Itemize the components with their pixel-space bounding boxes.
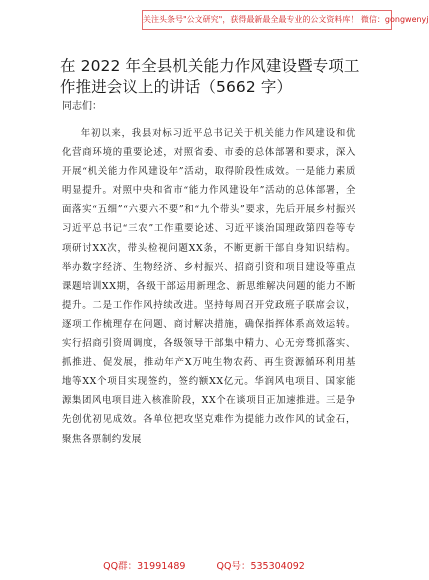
body-paragraph: 年初以来，我县对标习近平总书记关于机关能力作风建设和优化营商环境的重要论述，对照省委、市委的总体部署和要求，深入开展“机关能力作风建设年”活动，取得阶段性成效。一是能力素质明显提升。对照中央和省市“能力作风建设年”活动的总体部署，全面落实“五细”“六要六不要”和“九个带头”要求，先后开展乡村振兴习近平总书记“三农”工作重要论述、习近平谈治国理政第四卷等专项研讨XX次，带头检视问题XX条，不断更新干部自身知识结构。举办数字经济、生物经济、乡村振兴、招商引资和项目建设等重点课题培训XX期，各级干部运用新理念、新思维解决问题的能力不断提升。二是工作作风持续改进。坚持每周召开党政班子联席会议，逐项工作梳理存在问题、商讨解决措施，确保指挥体系高效运转。实行招商引资周调度，各级领导干部集中精力、心无旁骛抓落实、抓推进、促发展，推动年产X万吨生物农药、再生资源循环利用基地等XX个项目实现签约，签约额XX亿元。华润风电项目、国家能源集团风电项目进入核准阶段，XX个在谈项目正加速推进。三是争先创优初见成效。各单位把攻坚克难作为提能力改作风的试金石，聚焦各票制约发展 [62,128,356,445]
footer [0,558,408,572]
header-banner: 关注头条号"公文研究"，获得最新最全最专业的公文资料库！ 微信：gongwenyj [142,10,392,30]
qq-number-text: QQ号：535304092 [216,561,305,572]
greeting: 同志们： [62,101,102,112]
qq-group-text: QQ群：31991489 [103,561,186,572]
document-title: 在 2022 年全县机关能力作风建设暨专项工作推进会议上的讲话（5662 字） [60,57,360,96]
